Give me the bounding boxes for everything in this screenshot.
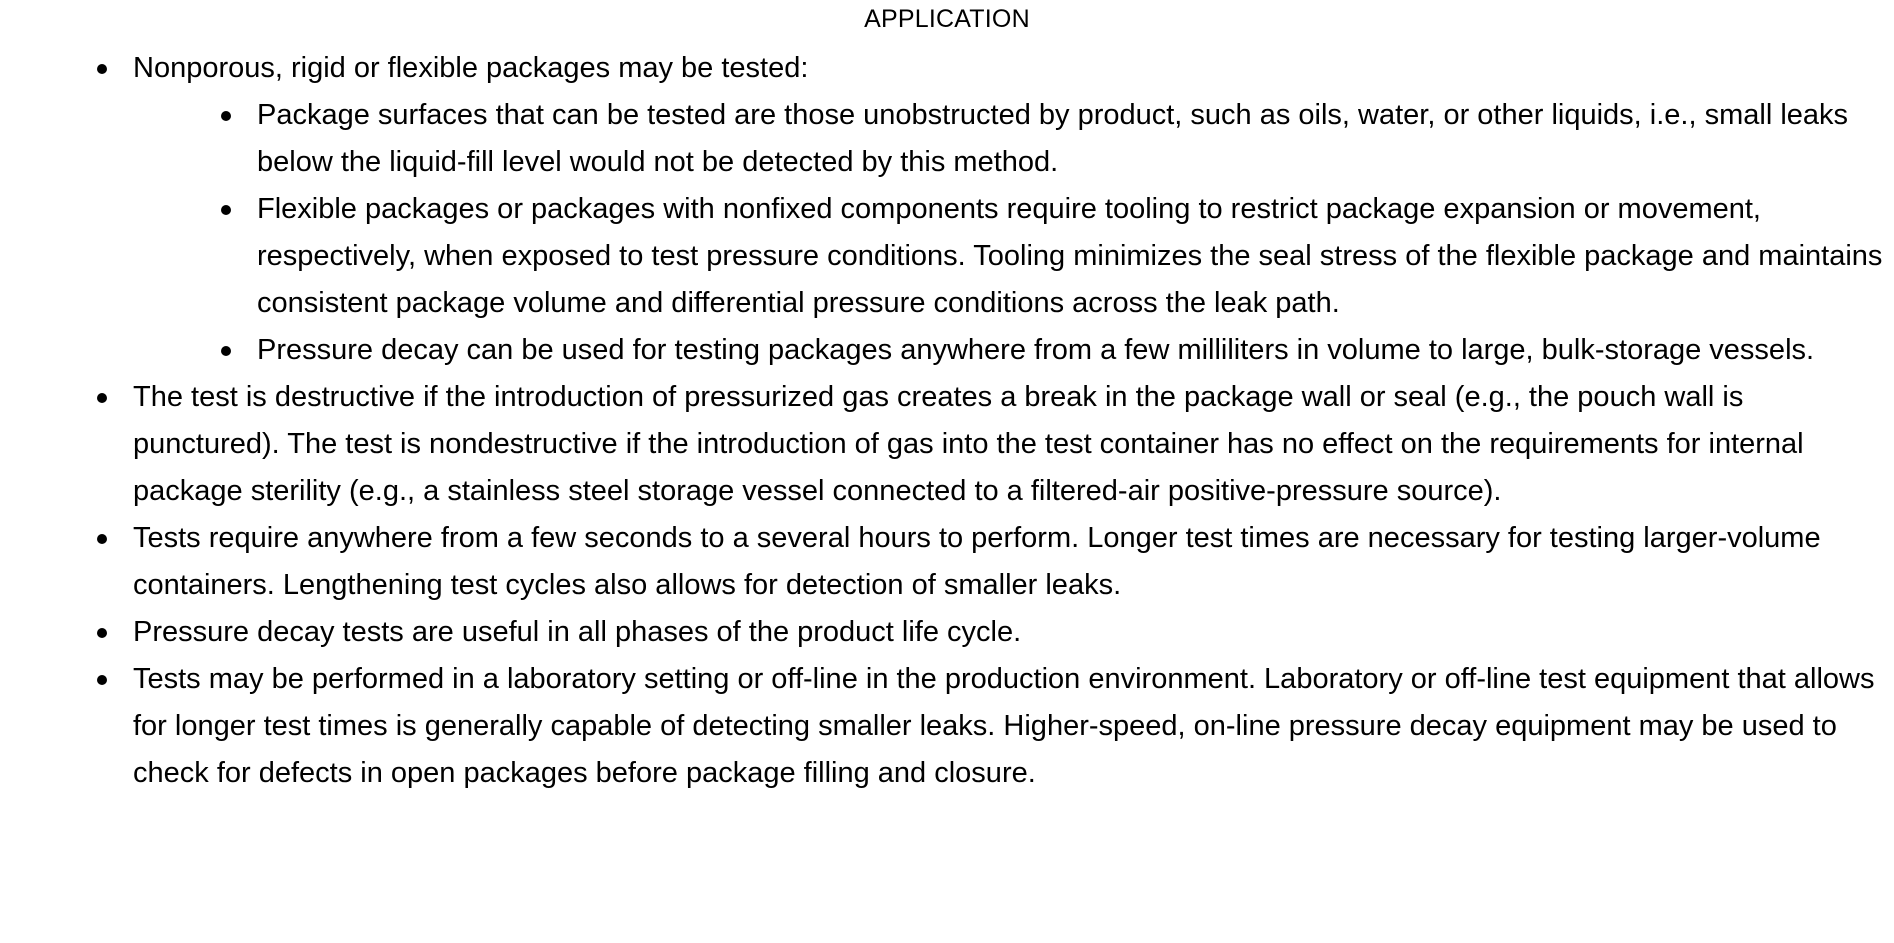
list-item-text: Pressure decay tests are useful in all phases of the product life cycle. bbox=[133, 616, 1022, 648]
sub-list-item-text: Flexible packages or packages with nonfixed components require tooling to restrict package expansion or movement, respectively, when exposed to test pressure conditions. Tooling minimizes the seal stress of the flexible package and maintains consistent package volume and differential pressure conditions across the leak path. bbox=[257, 193, 1883, 319]
bullet-icon bbox=[221, 205, 231, 215]
list-item bbox=[0, 374, 1894, 515]
bullet-icon bbox=[97, 628, 107, 638]
list-item bbox=[0, 609, 1894, 656]
sublist-container bbox=[0, 92, 1894, 374]
bullet-icon bbox=[221, 111, 231, 121]
sub-list-item-text: Pressure decay can be used for testing packages anywhere from a few milliliters in volume to large, bulk-storage vessels. bbox=[257, 334, 1815, 366]
bullet-icon bbox=[97, 64, 107, 74]
list-item-text: The test is destructive if the introduction of pressurized gas creates a break in the package wall or seal (e.g., the pouch wall is punctured). The test is nondestructive if the introduction of gas into the test container has no effect on the requirements for internal package sterility (e.g., a stainless steel storage vessel connected to a filtered-air positive-pressure source). bbox=[133, 381, 1804, 507]
sub-list-item bbox=[0, 327, 1894, 374]
list-item-text: Tests require anywhere from a few seconds to a several hours to perform. Longer test times are necessary for testing larger-volume containers. Lengthening test cycles also allows for detection of smaller leaks. bbox=[133, 522, 1821, 601]
bullet-icon bbox=[97, 675, 107, 685]
bullet-list bbox=[0, 45, 1894, 797]
list-item bbox=[0, 656, 1894, 797]
sub-bullet-list bbox=[0, 92, 1894, 374]
sub-list-item bbox=[0, 186, 1894, 327]
bullet-icon bbox=[97, 534, 107, 544]
list-item bbox=[0, 45, 1894, 92]
list-item-text: Tests may be performed in a laboratory setting or off-line in the production environment. Laboratory or off-line test equipment that allows for longer test times is generally capable of detecting smaller leaks. Higher-speed, on-line pressure decay equipment may be used to check for defects in open packages before package filling and closure. bbox=[133, 663, 1875, 789]
section-heading: APPLICATION bbox=[864, 5, 1030, 33]
list-item-text: Nonporous, rigid or flexible packages may be tested: bbox=[133, 52, 809, 84]
bullet-icon bbox=[97, 393, 107, 403]
list-item bbox=[0, 515, 1894, 609]
bullet-icon bbox=[221, 346, 231, 356]
sub-list-item bbox=[0, 92, 1894, 186]
sub-list-item-text: Package surfaces that can be tested are those unobstructed by product, such as oils, water, or other liquids, i.e., small leaks below the liquid-fill level would not be detected by this method. bbox=[257, 99, 1849, 178]
